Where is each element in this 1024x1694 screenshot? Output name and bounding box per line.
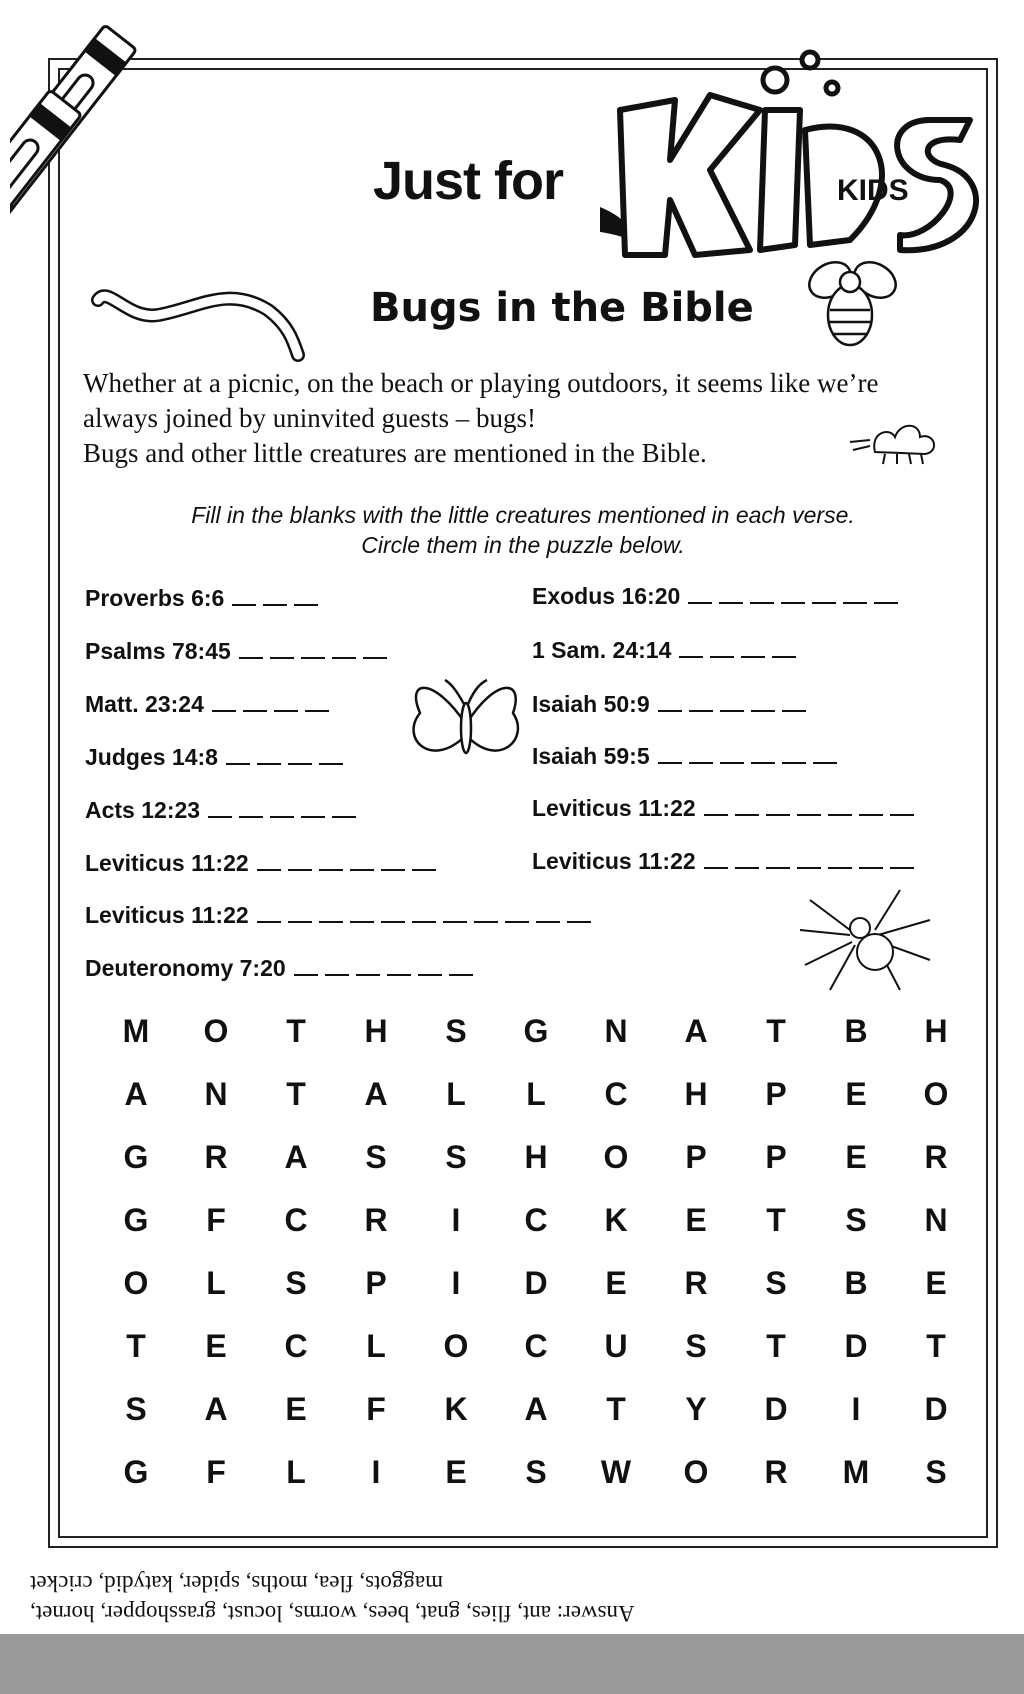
answer-blank[interactable]: [720, 710, 744, 712]
puzzle-letter[interactable]: D: [764, 1391, 788, 1427]
answer-blanks[interactable]: [679, 656, 803, 664]
answer-blank[interactable]: [781, 602, 805, 604]
clue-reference: Acts 12:23: [85, 797, 201, 823]
clue-isaiah-50: [532, 686, 813, 718]
clue-leviticus-right-1: [532, 790, 921, 822]
puzzle-letter[interactable]: W: [600, 1454, 632, 1490]
answer-blank[interactable]: [772, 656, 796, 658]
puzzle-row: [96, 1378, 976, 1441]
answer-blank[interactable]: [658, 710, 682, 712]
puzzle-letter[interactable]: H: [924, 1013, 948, 1049]
puzzle-letter[interactable]: T: [926, 1328, 946, 1364]
bee-icon: [790, 250, 910, 360]
crayons-illustration: [10, 0, 360, 310]
answer-blank[interactable]: [239, 657, 263, 659]
puzzle-letter[interactable]: R: [684, 1265, 708, 1301]
clue-leviticus-left: [85, 845, 443, 877]
puzzle-letter[interactable]: T: [766, 1013, 786, 1049]
answer-blank[interactable]: [319, 921, 343, 923]
clue-reference: Leviticus 11:22: [532, 848, 696, 874]
answer-blank[interactable]: [704, 814, 728, 816]
answer-blank[interactable]: [263, 604, 287, 606]
puzzle-letter[interactable]: S: [845, 1202, 867, 1238]
answer-blanks[interactable]: [688, 602, 905, 610]
answer-blank[interactable]: [294, 974, 318, 976]
intro-line-2: always joined by uninvited guests – bugs!: [83, 403, 536, 433]
answer-blank[interactable]: [874, 602, 898, 604]
answer-blank[interactable]: [212, 710, 236, 712]
puzzle-letter[interactable]: E: [285, 1391, 307, 1427]
answer-blank[interactable]: [305, 710, 329, 712]
puzzle-letter[interactable]: C: [604, 1076, 628, 1112]
answer-blank[interactable]: [319, 763, 343, 765]
answer-blank[interactable]: [288, 921, 312, 923]
puzzle-letter[interactable]: S: [685, 1328, 707, 1364]
answer-line-1: Answer: ant, flies, gnat, bees, worms, locust, grasshopper, hornet,: [30, 1601, 635, 1626]
answer-blank[interactable]: [751, 710, 775, 712]
answer-blank[interactable]: [449, 974, 473, 976]
answer-blanks[interactable]: [658, 710, 813, 718]
word-search-grid: [96, 1000, 976, 1506]
puzzle-letter[interactable]: N: [924, 1202, 948, 1238]
answer-blank[interactable]: [208, 816, 232, 818]
puzzle-row: [96, 1189, 976, 1252]
puzzle-letter[interactable]: R: [364, 1202, 388, 1238]
answer-blank[interactable]: [274, 710, 298, 712]
puzzle-letter[interactable]: T: [766, 1328, 786, 1364]
answer-blanks[interactable]: [208, 816, 363, 824]
puzzle-letter[interactable]: L: [446, 1076, 466, 1112]
puzzle-letter[interactable]: T: [766, 1202, 786, 1238]
answer-blank[interactable]: [288, 763, 312, 765]
puzzle-letter[interactable]: I: [851, 1391, 861, 1427]
answer-blank[interactable]: [288, 869, 312, 871]
answer-blank[interactable]: [418, 974, 442, 976]
puzzle-letter[interactable]: H: [364, 1013, 388, 1049]
puzzle-letter[interactable]: B: [844, 1265, 868, 1301]
answer-blanks[interactable]: [257, 869, 443, 877]
puzzle-letter[interactable]: A: [364, 1076, 388, 1112]
answer-blank[interactable]: [257, 763, 281, 765]
puzzle-letter[interactable]: M: [842, 1454, 870, 1490]
answer-blank[interactable]: [797, 867, 821, 869]
puzzle-letter[interactable]: G: [123, 1202, 149, 1238]
puzzle-letter[interactable]: S: [365, 1139, 387, 1175]
puzzle-row: [96, 1063, 976, 1126]
puzzle-letter[interactable]: S: [765, 1265, 787, 1301]
puzzle-letter[interactable]: N: [204, 1076, 228, 1112]
answer-blank[interactable]: [243, 710, 267, 712]
answer-blank[interactable]: [689, 710, 713, 712]
puzzle-row: [96, 1000, 976, 1063]
answer-blank[interactable]: [766, 814, 790, 816]
puzzle-letter[interactable]: R: [924, 1139, 948, 1175]
clue-matthew: [85, 686, 336, 718]
butterfly-icon: [395, 668, 535, 788]
puzzle-letter[interactable]: F: [366, 1391, 386, 1427]
clue-psalms: [85, 633, 394, 665]
answer-blank[interactable]: [412, 869, 436, 871]
answer-blank[interactable]: [741, 656, 765, 658]
answer-blank[interactable]: [412, 921, 436, 923]
clue-exodus: [532, 578, 905, 610]
answer-blank[interactable]: [294, 604, 318, 606]
answer-blank[interactable]: [720, 762, 744, 764]
puzzle-letter[interactable]: K: [444, 1391, 468, 1427]
answer-blank[interactable]: [474, 921, 498, 923]
answer-blanks[interactable]: [226, 763, 350, 771]
answer-blank[interactable]: [813, 762, 837, 764]
clue-leviticus-right-2: [532, 843, 921, 875]
answer-blank[interactable]: [257, 921, 281, 923]
clue-proverbs: [85, 580, 325, 612]
answer-blank[interactable]: [890, 867, 914, 869]
clue-leviticus-full: [85, 897, 598, 929]
caterpillar-icon: [845, 422, 945, 472]
clue-reference: Leviticus 11:22: [532, 795, 696, 821]
puzzle-letter[interactable]: O: [683, 1454, 709, 1490]
puzzle-letter[interactable]: G: [123, 1454, 149, 1490]
puzzle-letter[interactable]: S: [445, 1013, 467, 1049]
clue-reference: Leviticus 11:22: [85, 850, 249, 876]
puzzle-row: [96, 1441, 976, 1504]
answer-blank[interactable]: [350, 921, 374, 923]
answer-blank[interactable]: [226, 763, 250, 765]
answer-blank[interactable]: [301, 816, 325, 818]
answer-blank[interactable]: [890, 814, 914, 816]
answer-blank[interactable]: [812, 602, 836, 604]
answer-blank[interactable]: [381, 869, 405, 871]
puzzle-letter[interactable]: O: [123, 1265, 149, 1301]
puzzle-letter[interactable]: T: [286, 1013, 306, 1049]
puzzle-letter[interactable]: E: [845, 1139, 867, 1175]
puzzle-letter[interactable]: I: [451, 1265, 461, 1301]
answer-blank[interactable]: [828, 814, 852, 816]
puzzle-letter[interactable]: I: [371, 1454, 381, 1490]
puzzle-letter[interactable]: T: [126, 1328, 146, 1364]
clue-reference: Psalms 78:45: [85, 638, 231, 664]
puzzle-letter[interactable]: A: [204, 1391, 228, 1427]
instructions-text: [83, 500, 963, 560]
clue-acts: [85, 792, 363, 824]
clue-reference: Judges 14:8: [85, 744, 218, 770]
instructions-line-2: Circle them in the puzzle below.: [361, 532, 685, 558]
puzzle-letter[interactable]: P: [765, 1139, 787, 1175]
instructions-line-1: Fill in the blanks with the little creatures mentioned in each verse.: [191, 502, 855, 528]
answer-blank[interactable]: [658, 762, 682, 764]
answer-blank[interactable]: [679, 656, 703, 658]
puzzle-letter[interactable]: S: [285, 1265, 307, 1301]
answer-blank[interactable]: [719, 602, 743, 604]
answer-blank[interactable]: [239, 816, 263, 818]
puzzle-letter[interactable]: E: [445, 1454, 467, 1490]
answer-blanks[interactable]: [212, 710, 336, 718]
puzzle-letter[interactable]: P: [365, 1265, 387, 1301]
puzzle-row: [96, 1126, 976, 1189]
puzzle-letter[interactable]: L: [526, 1076, 546, 1112]
answer-blanks[interactable]: [704, 867, 921, 875]
puzzle-letter[interactable]: H: [524, 1139, 548, 1175]
puzzle-letter[interactable]: S: [925, 1454, 947, 1490]
answer-blanks[interactable]: [294, 974, 480, 982]
answer-blank[interactable]: [735, 814, 759, 816]
puzzle-letter[interactable]: O: [603, 1139, 629, 1175]
answer-blank[interactable]: [443, 921, 467, 923]
answer-blank[interactable]: [332, 657, 356, 659]
answer-blank[interactable]: [704, 867, 728, 869]
clue-deuteronomy: [85, 950, 480, 982]
puzzle-letter[interactable]: K: [604, 1202, 628, 1238]
clue-reference: Leviticus 11:22: [85, 902, 249, 928]
answer-blank[interactable]: [325, 974, 349, 976]
answer-blank[interactable]: [859, 814, 883, 816]
spider-icon: [790, 880, 940, 1000]
answer-blank[interactable]: [356, 974, 380, 976]
answer-blank[interactable]: [782, 762, 806, 764]
puzzle-letter[interactable]: O: [203, 1013, 229, 1049]
puzzle-letter[interactable]: O: [923, 1076, 949, 1112]
answer-blank[interactable]: [859, 867, 883, 869]
answer-blank[interactable]: [689, 762, 713, 764]
puzzle-row: [96, 1315, 976, 1378]
puzzle-letter[interactable]: O: [443, 1328, 469, 1364]
answer-blanks[interactable]: [658, 762, 844, 770]
puzzle-letter[interactable]: S: [445, 1139, 467, 1175]
answer-blank[interactable]: [688, 602, 712, 604]
puzzle-letter[interactable]: R: [204, 1139, 228, 1175]
kids-logo-icon: [600, 40, 1010, 260]
answer-blank[interactable]: [751, 762, 775, 764]
puzzle-letter[interactable]: P: [685, 1139, 707, 1175]
answer-blank[interactable]: [270, 657, 294, 659]
worm-icon: [88, 280, 308, 370]
puzzle-letter[interactable]: A: [284, 1139, 308, 1175]
puzzle-letter[interactable]: R: [764, 1454, 788, 1490]
puzzle-letter[interactable]: C: [284, 1202, 308, 1238]
puzzle-letter[interactable]: P: [765, 1076, 787, 1112]
puzzle-letter[interactable]: M: [122, 1013, 150, 1049]
page-subtitle: Bugs in the Bible: [370, 285, 754, 331]
puzzle-letter[interactable]: A: [524, 1391, 548, 1427]
puzzle-letter[interactable]: L: [206, 1265, 226, 1301]
answer-blanks[interactable]: [239, 657, 394, 665]
answer-blank[interactable]: [363, 657, 387, 659]
answer-blanks[interactable]: [257, 921, 598, 929]
puzzle-letter[interactable]: E: [925, 1265, 947, 1301]
answer-blank[interactable]: [332, 816, 356, 818]
answer-blank[interactable]: [381, 921, 405, 923]
header-title: Just for: [373, 151, 564, 211]
answer-key: [30, 1568, 1020, 1628]
intro-line-3: Bugs and other little creatures are mentioned in the Bible.: [83, 438, 707, 468]
puzzle-letter[interactable]: E: [685, 1202, 707, 1238]
puzzle-letter[interactable]: G: [523, 1013, 549, 1049]
clue-isaiah-59: [532, 738, 844, 770]
footer-bar: [0, 1634, 1024, 1694]
answer-blank[interactable]: [797, 814, 821, 816]
answer-blank[interactable]: [766, 867, 790, 869]
puzzle-letter[interactable]: E: [605, 1265, 627, 1301]
kids-logo-text: KIDS: [837, 174, 909, 207]
clue-1-samuel: [532, 632, 803, 664]
answer-blank[interactable]: [301, 657, 325, 659]
puzzle-letter[interactable]: T: [286, 1076, 306, 1112]
answer-blank[interactable]: [257, 869, 281, 871]
clue-judges: [85, 739, 350, 771]
answer-blank[interactable]: [828, 867, 852, 869]
puzzle-letter[interactable]: S: [125, 1391, 147, 1427]
puzzle-letter[interactable]: H: [684, 1076, 708, 1112]
intro-text: [83, 366, 963, 471]
puzzle-letter[interactable]: B: [844, 1013, 868, 1049]
puzzle-letter[interactable]: C: [284, 1328, 308, 1364]
puzzle-letter[interactable]: A: [684, 1013, 708, 1049]
clue-reference: Proverbs 6:6: [85, 585, 225, 611]
puzzle-letter[interactable]: A: [124, 1076, 148, 1112]
puzzle-letter[interactable]: Y: [685, 1391, 707, 1427]
puzzle-letter[interactable]: F: [206, 1454, 226, 1490]
answer-blank[interactable]: [505, 921, 529, 923]
puzzle-letter[interactable]: D: [524, 1265, 548, 1301]
clue-reference: Isaiah 50:9: [532, 691, 650, 717]
puzzle-letter[interactable]: E: [845, 1076, 867, 1112]
puzzle-letter[interactable]: L: [366, 1328, 386, 1364]
answer-blanks[interactable]: [232, 604, 325, 612]
answer-blank[interactable]: [387, 974, 411, 976]
clue-reference: Exodus 16:20: [532, 583, 681, 609]
clue-reference: Deuteronomy 7:20: [85, 955, 286, 981]
puzzle-letter[interactable]: C: [524, 1328, 548, 1364]
answer-blank[interactable]: [735, 867, 759, 869]
answer-blank[interactable]: [782, 710, 806, 712]
puzzle-letter[interactable]: C: [524, 1202, 548, 1238]
puzzle-letter[interactable]: S: [525, 1454, 547, 1490]
intro-line-1: Whether at a picnic, on the beach or playing outdoors, it seems like we’re: [83, 368, 879, 398]
answer-blank[interactable]: [710, 656, 734, 658]
puzzle-letter[interactable]: E: [205, 1328, 227, 1364]
clue-reference: Isaiah 59:5: [532, 743, 650, 769]
answer-line-2: maggots, flea, moths, spider, katydid, cricket: [30, 1571, 443, 1596]
clue-reference: 1 Sam. 24:14: [532, 637, 672, 663]
puzzle-letter[interactable]: U: [604, 1328, 628, 1364]
puzzle-letter[interactable]: N: [604, 1013, 628, 1049]
answer-blank[interactable]: [750, 602, 774, 604]
puzzle-letter[interactable]: D: [844, 1328, 868, 1364]
answer-blanks[interactable]: [704, 814, 921, 822]
answer-blank[interactable]: [270, 816, 294, 818]
answer-blank[interactable]: [843, 602, 867, 604]
clue-reference: Matt. 23:24: [85, 691, 204, 717]
puzzle-letter[interactable]: I: [451, 1202, 461, 1238]
puzzle-letter[interactable]: T: [606, 1391, 626, 1427]
puzzle-row: [96, 1252, 976, 1315]
puzzle-letter[interactable]: D: [924, 1391, 948, 1427]
puzzle-letter[interactable]: F: [206, 1202, 226, 1238]
answer-blank[interactable]: [350, 869, 374, 871]
answer-blank[interactable]: [567, 921, 591, 923]
answer-blank[interactable]: [536, 921, 560, 923]
puzzle-letter[interactable]: L: [286, 1454, 306, 1490]
answer-blank[interactable]: [232, 604, 256, 606]
answer-blank[interactable]: [319, 869, 343, 871]
puzzle-letter[interactable]: G: [123, 1139, 149, 1175]
